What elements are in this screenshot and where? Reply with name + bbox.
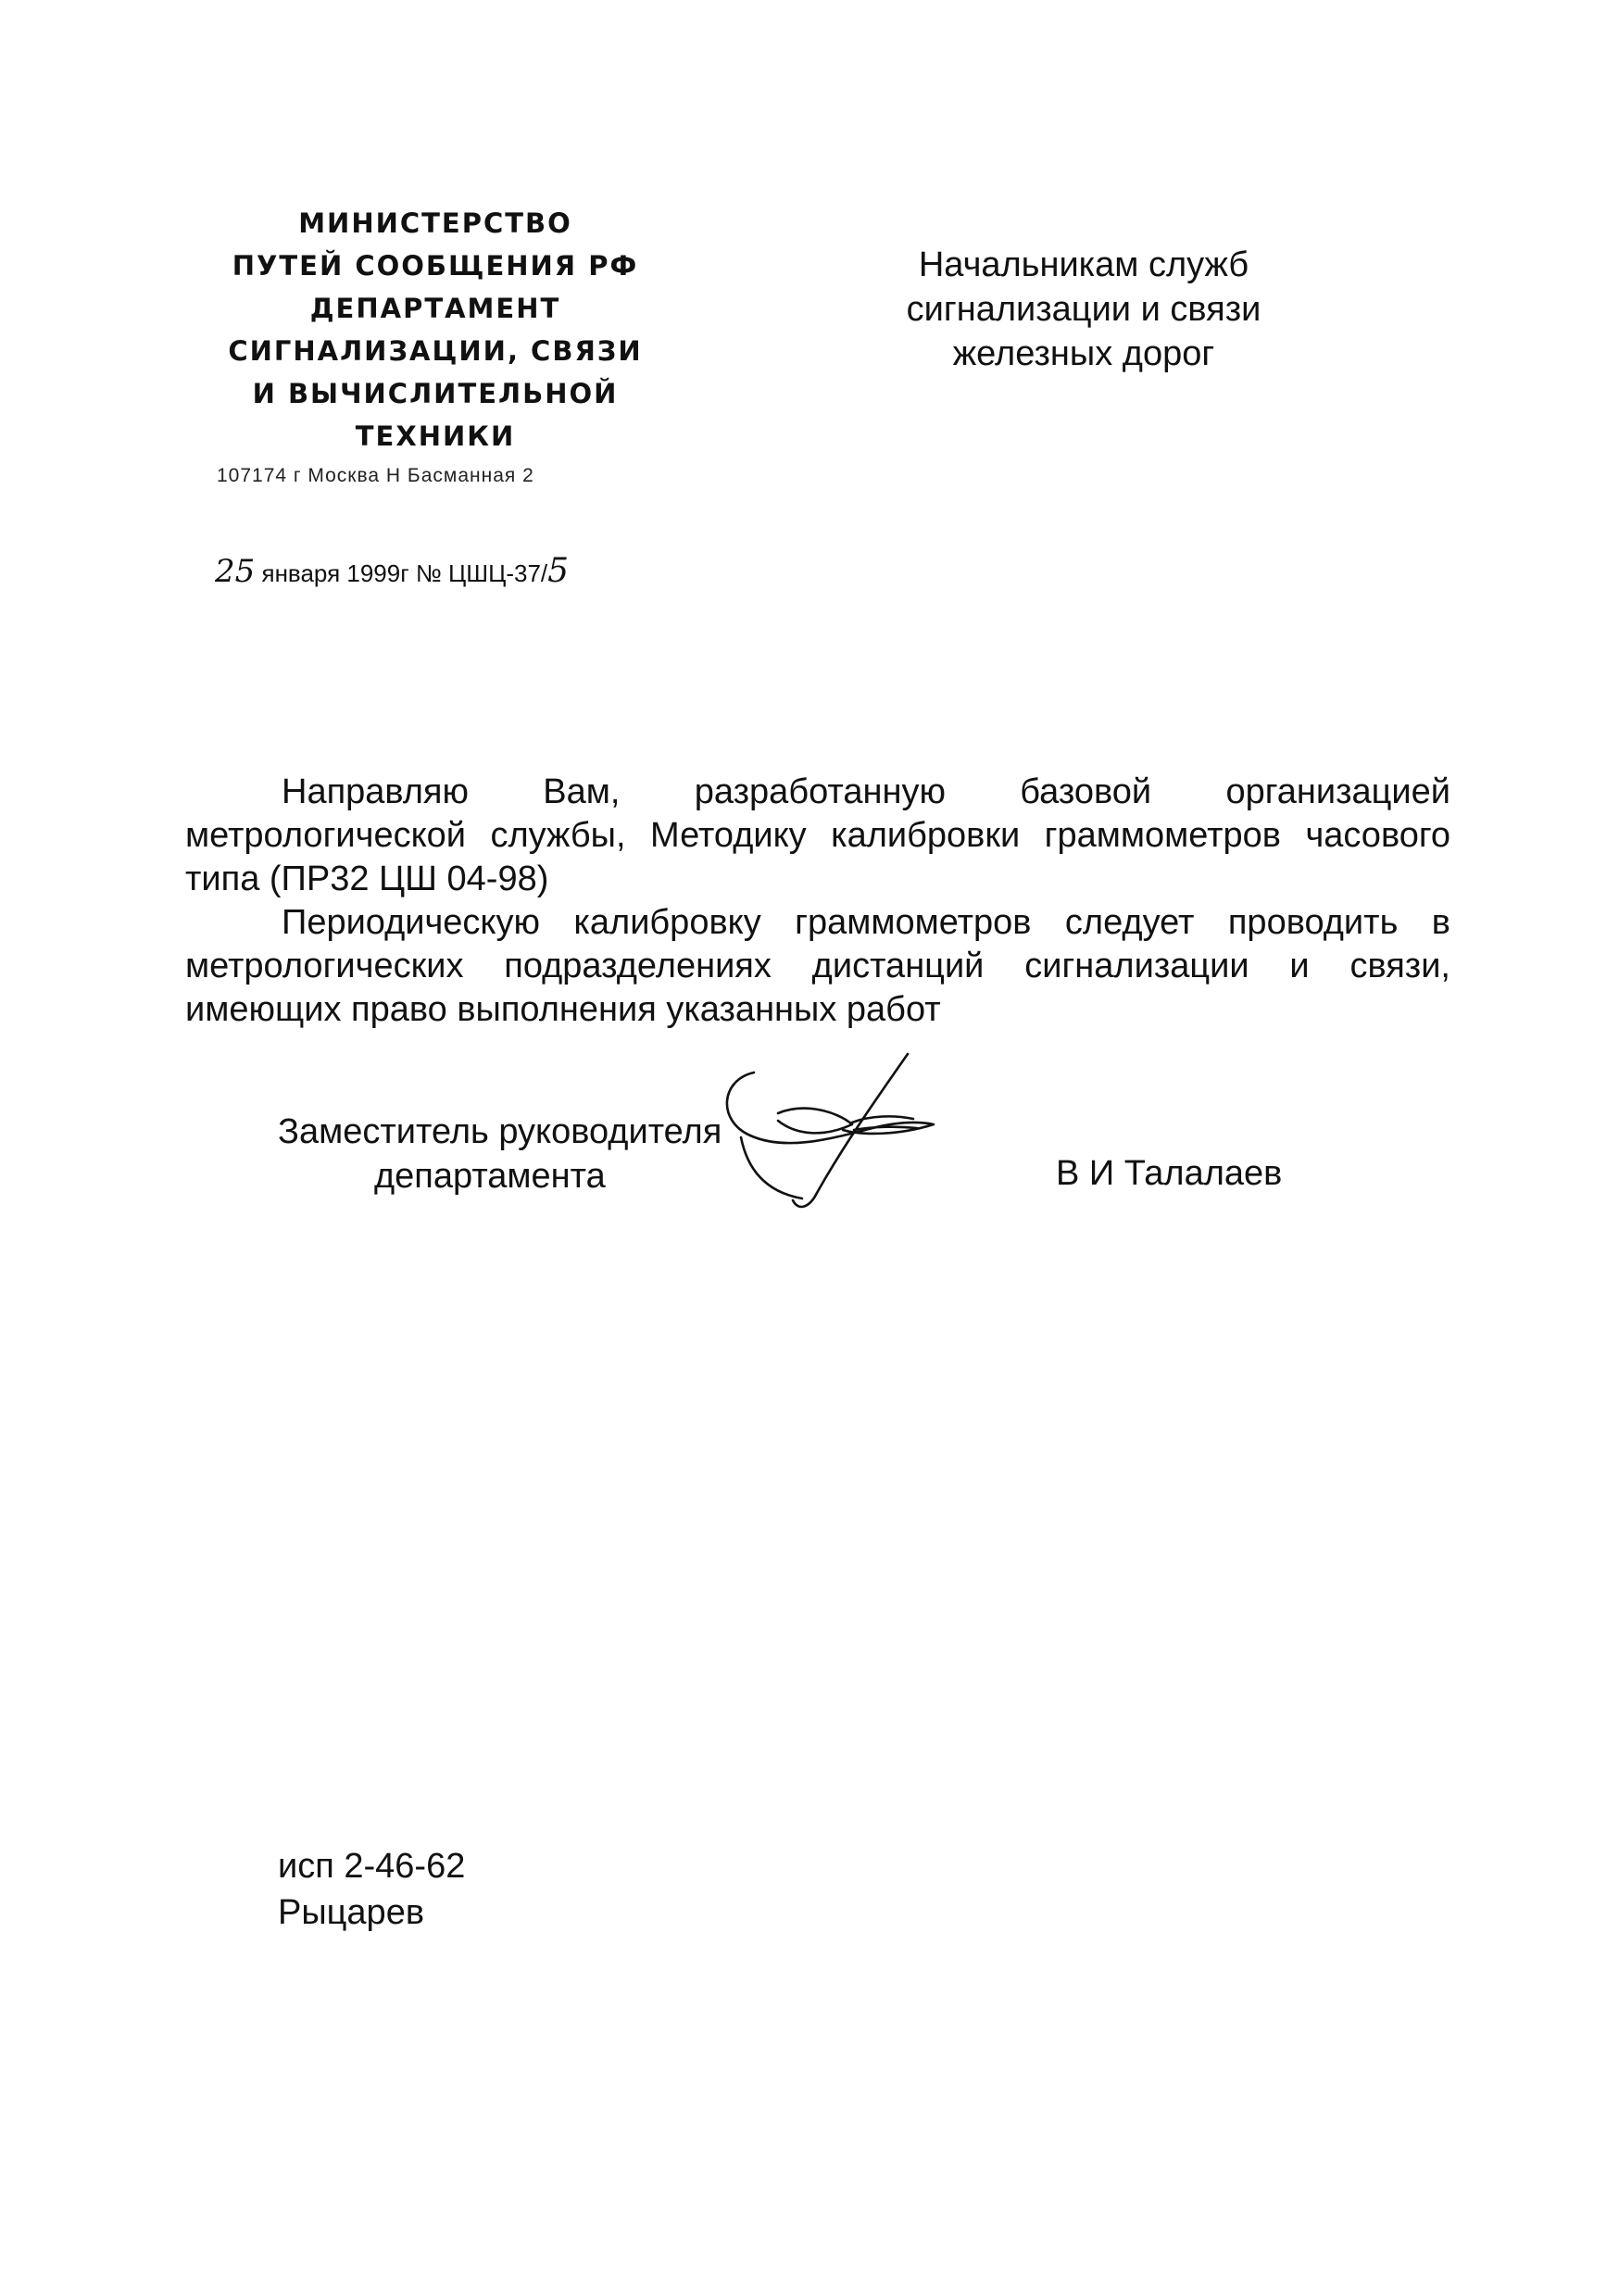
sender-block <box>204 202 667 458</box>
sender-line: МИНИСТЕРСТВО <box>298 207 572 239</box>
executor-block <box>278 1843 465 1936</box>
executor-name: Рыцарев <box>278 1893 425 1932</box>
sender-line: И ВЫЧИСЛИТЕЛЬНОЙ <box>252 378 619 409</box>
letter-date-number <box>215 552 569 590</box>
handwritten-day: 25 <box>215 553 256 590</box>
body-paragraph: Направляю Вам, разработанную базовой организацией метрологической службы, Методику калибровки граммометров часового типа (ПР32 ЦШ 04-98) <box>185 772 1450 898</box>
sender-address: 107174 г Москва Н Басманная 2 <box>217 465 534 486</box>
body-paragraph: Периодическую калибровку граммометров следует проводить в метрологических подразделениях дистанций сигнализации и связи, имеющих право выполнения указанных работ <box>185 903 1450 1029</box>
date-text: января 1999г № ЦШЦ-37/ <box>255 559 548 587</box>
addressee-line: сигнализации и связи <box>906 290 1261 329</box>
addressee-line: железных дорог <box>952 334 1215 373</box>
addressee-block <box>880 243 1287 376</box>
sender-line: СИГНАЛИЗАЦИИ, СВЯЗИ <box>228 335 643 367</box>
handwritten-number-suffix: 5 <box>547 552 570 590</box>
signer-name: В И Талалаев <box>1056 1154 1283 1193</box>
sender-line: ПУТЕЙ СООБЩЕНИЯ РФ <box>232 250 639 282</box>
executor-phone: исп 2-46-62 <box>278 1847 466 1886</box>
sender-line: ТЕХНИКИ <box>355 420 516 452</box>
signer-title-line: департамента <box>374 1157 606 1196</box>
sender-line: ДЕПАРТАМЕНТ <box>309 293 561 324</box>
letter-body <box>185 771 1450 1032</box>
addressee-line: Начальникам служб <box>918 245 1249 284</box>
signer-title-line: Заместитель руководителя <box>278 1112 722 1151</box>
handwritten-signature <box>713 1035 973 1221</box>
signer-title <box>278 1110 722 1198</box>
